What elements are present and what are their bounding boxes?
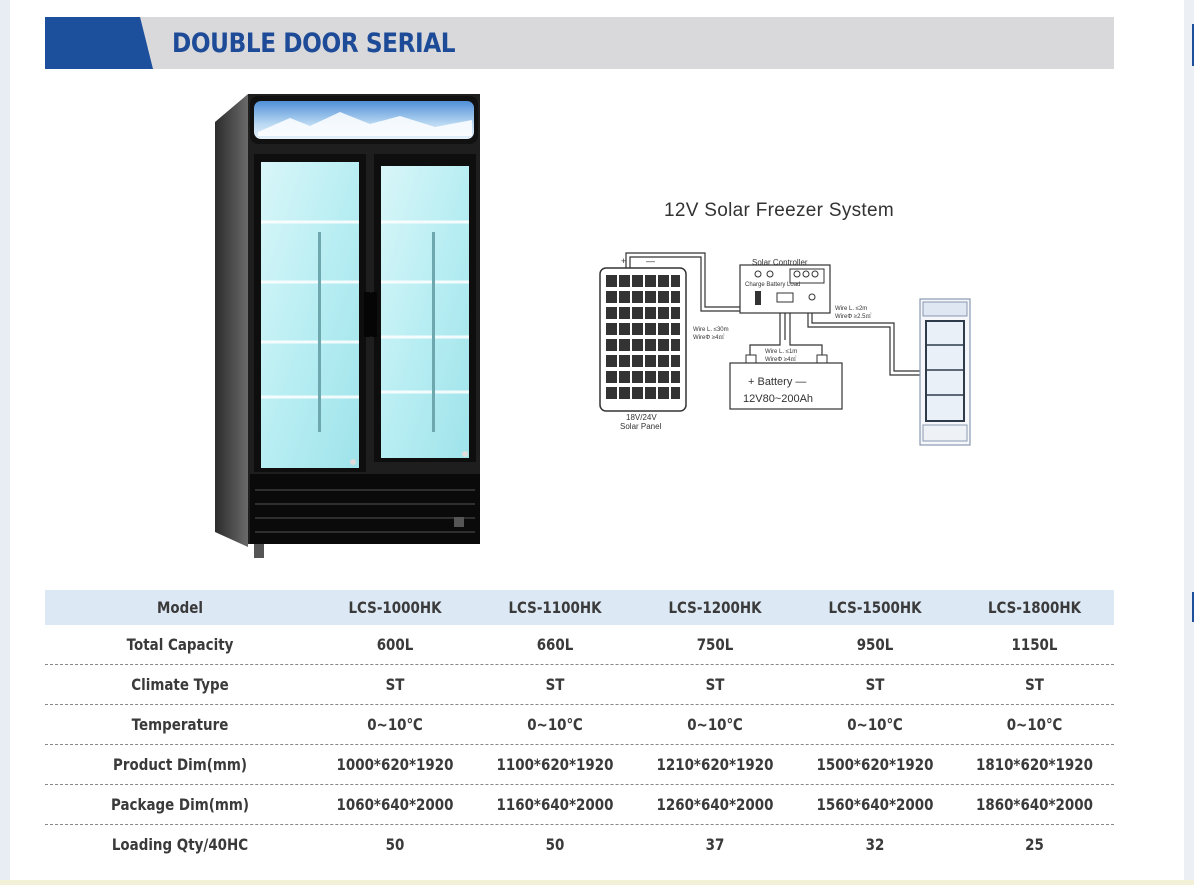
table-cell: 1100*620*1920	[496, 755, 614, 774]
table-cell: ST	[385, 675, 405, 694]
table-row	[45, 784, 1114, 824]
table-header-cell: LCS-1500HK	[828, 598, 922, 617]
table-cell: 1160*640*2000	[496, 795, 614, 814]
table-row	[45, 704, 1114, 744]
table-cell: 25	[1025, 835, 1044, 854]
table-cell: 37	[705, 835, 725, 854]
table-header-cell: LCS-1100HK	[508, 598, 602, 617]
freezer-icon	[920, 299, 970, 445]
row-label: Loading Qty/40HC	[111, 835, 249, 854]
table-cell: 1810*620*1920	[976, 755, 1093, 774]
table-cell: 1210*620*1920	[656, 755, 774, 774]
battery-label: + Battery —	[748, 376, 807, 388]
row-label: Total Capacity	[126, 635, 234, 654]
solar-panel-voltage-label: 18V/24V	[626, 413, 657, 422]
table-cell: 0~10℃	[847, 715, 903, 734]
table-cell: 0~10℃	[1006, 715, 1063, 734]
solar-panel-label: Solar Panel	[620, 422, 662, 431]
double-door-fridge-image	[210, 92, 485, 562]
load-wire-gauge-label: WireΦ ≥2.5㎡	[835, 314, 872, 320]
table-cell: 1260*640*2000	[656, 795, 774, 814]
solar-panel-icon	[600, 268, 686, 411]
table-cell: 1560*640*2000	[816, 795, 934, 814]
table-header-cell: Model	[157, 598, 203, 617]
diagram-title: 12V Solar Freezer System	[664, 200, 895, 221]
controller-label: Solar Controller	[752, 258, 808, 267]
panel-wire-gauge-label: WireΦ ≥4㎡	[693, 335, 725, 341]
table-cell: 32	[865, 835, 885, 854]
spec-table	[45, 590, 1114, 864]
table-header-cell: LCS-1200HK	[668, 598, 762, 617]
row-label: Climate Type	[131, 675, 229, 694]
panel-wire-length-label: Wire L. ≤30m	[693, 327, 729, 333]
controller-ports-label: Charge Battery Load	[745, 282, 801, 288]
table-cell: 50	[385, 835, 405, 854]
right-margin	[1184, 0, 1194, 885]
row-label: Package Dim(mm)	[110, 795, 249, 814]
table-row	[45, 744, 1114, 784]
table-cell: 1500*620*1920	[816, 755, 934, 774]
table-cell: ST	[545, 675, 565, 694]
table-row	[45, 625, 1114, 664]
table-cell: 1000*620*1920	[336, 755, 454, 774]
table-cell: ST	[705, 675, 725, 694]
battery-spec-label: 12V80~200Ah	[743, 393, 814, 405]
section-header-tab	[45, 17, 153, 69]
table-cell: 1860*640*2000	[976, 795, 1093, 814]
table-cell: 660L	[536, 635, 574, 654]
table-header-cell: LCS-1000HK	[348, 598, 442, 617]
table-cell: ST	[865, 675, 885, 694]
panel-plus-label: +	[621, 256, 627, 266]
battery-wire-gauge-label: WireΦ ≥4㎡	[765, 357, 797, 363]
table-cell: 600L	[376, 635, 414, 654]
bottom-margin	[0, 880, 1194, 885]
table-row	[45, 824, 1114, 864]
row-label: Product Dim(mm)	[112, 755, 248, 774]
table-cell: 1060*640*2000	[336, 795, 454, 814]
battery-wire-length-label: Wire L. ≤1m	[765, 349, 798, 355]
solar-controller-icon	[740, 265, 830, 313]
table-cell: 0~10℃	[687, 715, 743, 734]
table-cell: 50	[545, 835, 565, 854]
section-title: DOUBLE DOOR SERIAL	[172, 28, 456, 59]
panel-minus-label: —	[646, 256, 655, 266]
table-cell: 0~10℃	[367, 715, 423, 734]
table-cell: 1150L	[1011, 635, 1058, 654]
load-wire-length-label: Wire L. ≤2m	[835, 306, 868, 312]
table-cell: ST	[1025, 675, 1044, 694]
table-row	[45, 664, 1114, 704]
left-margin	[0, 0, 10, 885]
table-cell: 750L	[696, 635, 734, 654]
table-cell: 0~10℃	[527, 715, 583, 734]
row-label: Temperature	[131, 715, 229, 734]
table-header-cell: LCS-1800HK	[987, 598, 1082, 617]
table-cell: 950L	[856, 635, 894, 654]
table-header-row	[45, 590, 1114, 625]
